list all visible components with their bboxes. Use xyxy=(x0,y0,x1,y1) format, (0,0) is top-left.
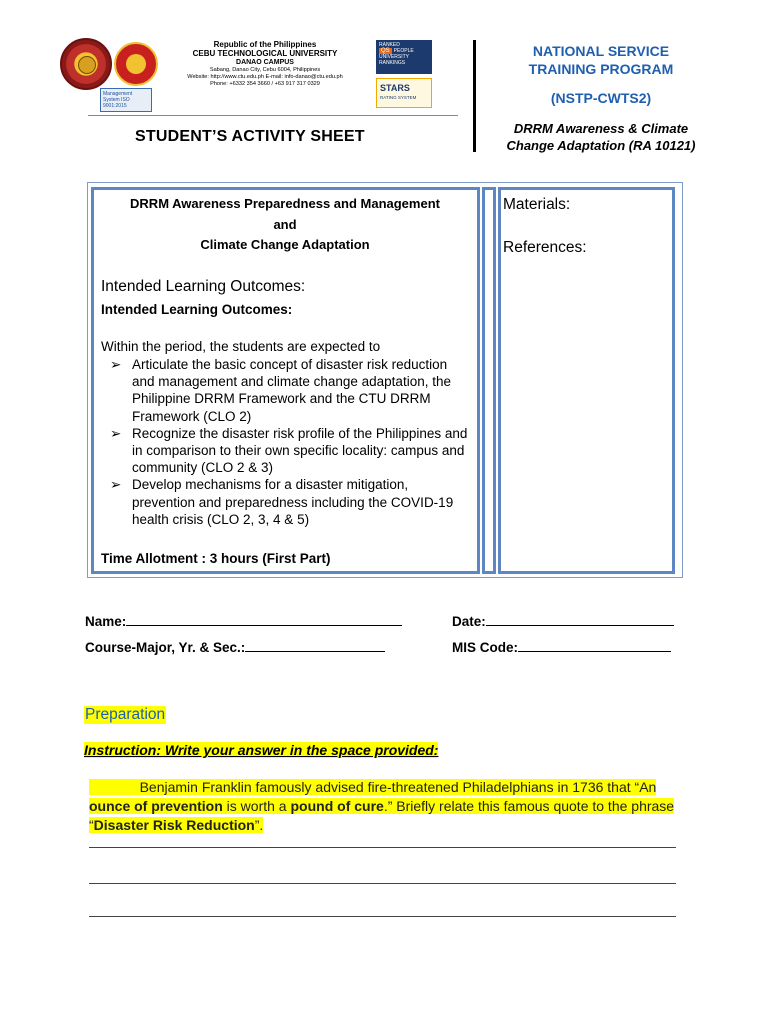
lesson-info-spacer-cell xyxy=(482,187,496,574)
mis-code-field[interactable] xyxy=(452,640,671,655)
question-part-1: Benjamin Franklin famously advised fire-threatened Philadelphians in 1736 that “An xyxy=(139,779,657,795)
program-line-2: TRAINING PROGRAM xyxy=(528,61,674,77)
program-line-1: NATIONAL SERVICE xyxy=(532,43,670,59)
asean-logo xyxy=(114,42,158,86)
qs-label: QS xyxy=(381,48,390,54)
references-label: References: xyxy=(503,239,587,256)
ilo-intro: Within the period, the students are expected to xyxy=(101,339,381,354)
question-part-4: ”. xyxy=(254,817,264,833)
phone-text: Phone: +6332 354 3660 / +63 917 317 0329 xyxy=(210,81,320,87)
ilo-text: Recognize the disaster risk profile of the Philippines and in comparison to their own specific locality: campus and community (CLO 2 & 3) xyxy=(132,425,468,476)
answer-line-2[interactable] xyxy=(89,883,676,884)
ctu-seal-logo xyxy=(60,38,112,90)
arrow-bullet-icon: ➢ xyxy=(110,357,122,372)
ilo-heading-bold: Intended Learning Outcomes: xyxy=(101,302,293,317)
ilo-heading: Intended Learning Outcomes: xyxy=(101,278,306,295)
topic-line-1: DRRM Awareness & Climate xyxy=(513,121,689,136)
arrow-bullet-icon: ➢ xyxy=(110,425,122,441)
stars-label: STARS xyxy=(380,83,410,93)
date-label: Date: xyxy=(452,614,486,629)
ilo-text: Articulate the basic concept of disaster risk reduction and management and climate change adaptation, the Philippine DRRM Framework and the CTU DRRM Framework (CLO 2) xyxy=(132,357,451,424)
university-name: CEBU TECHNOLOGICAL UNIVERSITY xyxy=(192,49,338,58)
cert-text: Management System ISO 9001:2015 xyxy=(103,91,133,109)
mis-blank[interactable] xyxy=(518,640,671,652)
qs-ranked-badge xyxy=(376,40,432,74)
date-blank[interactable] xyxy=(486,614,674,626)
question-bold-3: Disaster Risk Reduction xyxy=(93,817,255,833)
lesson-title-line-3: Climate Change Adaptation xyxy=(200,237,370,252)
program-topic xyxy=(494,120,708,154)
question-bold-1: ounce of prevention xyxy=(89,798,223,814)
list-item xyxy=(108,425,472,477)
course-blank[interactable] xyxy=(245,640,385,652)
question-part-3: .” Briefly relate this famous quote to the phrase “ xyxy=(89,798,675,833)
ilo-text: Develop mechanisms for a disaster mitigation, prevention and preparedness including the COVID-19 health crisis (CLO 2, 3, 4 & 5) xyxy=(132,477,454,527)
stars-badge xyxy=(376,78,432,108)
preparation-heading: Preparation xyxy=(85,706,166,723)
mis-label: MIS Code: xyxy=(452,640,518,655)
lesson-title-line-1: DRRM Awareness Preparedness and Management xyxy=(130,196,440,211)
course-label: Course-Major, Yr. & Sec.: xyxy=(85,640,246,655)
question-part-2: is worth a xyxy=(222,798,291,814)
ranked-label: RANKED xyxy=(379,42,400,48)
certification-badge xyxy=(100,88,152,112)
name-blank[interactable] xyxy=(126,614,402,626)
date-field[interactable] xyxy=(452,614,674,629)
ranked-sub-label: PEOPLE UNIVERSITY RANKINGS xyxy=(379,48,414,66)
instruction-text: Instruction: Write your answer in the space provided: xyxy=(84,742,439,758)
website-text: Website: http://www.ctu.edu.ph E-mail: info-danao@ctu.edu.ph xyxy=(187,74,343,80)
page-title: STUDENT’S ACTIVITY SHEET xyxy=(135,128,365,145)
address-text: Sabang, Danao City, Cebu 6004, Philippines xyxy=(209,67,321,73)
program-code: (NSTP-CWTS2) xyxy=(550,90,652,106)
header-rule xyxy=(88,115,458,116)
course-field[interactable] xyxy=(85,640,385,655)
lesson-title xyxy=(96,194,474,256)
answer-line-3[interactable] xyxy=(89,916,676,917)
time-allotment: Time Allotment : 3 hours (First Part) xyxy=(101,551,331,566)
arrow-bullet-icon: ➢ xyxy=(110,477,122,493)
republic-text: Republic of the Philippines xyxy=(213,40,317,49)
program-name xyxy=(494,42,708,78)
name-field[interactable] xyxy=(85,614,402,629)
answer-line-1[interactable] xyxy=(89,847,676,848)
header-vertical-divider xyxy=(473,40,476,152)
question-text xyxy=(89,778,689,835)
name-label: Name: xyxy=(85,614,127,629)
question-bold-2: pound of cure xyxy=(290,798,384,814)
topic-line-2: Change Adaptation (RA 10121) xyxy=(506,138,696,153)
list-item xyxy=(108,356,472,425)
ilo-list xyxy=(108,356,472,528)
list-item xyxy=(108,476,472,528)
question-indent xyxy=(89,779,140,795)
stars-sub-label: RATING SYSTEM xyxy=(380,95,417,100)
materials-label: Materials: xyxy=(503,196,571,213)
campus-name: DANAO CAMPUS xyxy=(236,59,294,66)
university-header xyxy=(165,40,365,88)
lesson-title-line-2: and xyxy=(273,216,297,232)
